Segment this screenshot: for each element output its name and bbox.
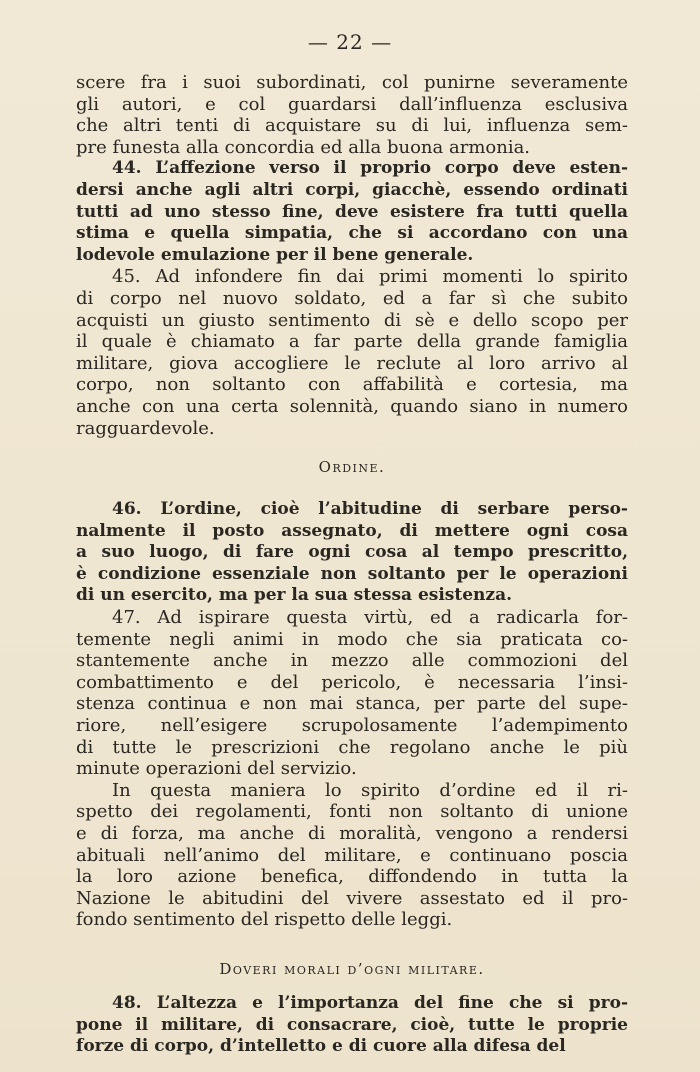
text-line: 45. Ad infondere fin dai primi momenti lo spirito	[112, 266, 628, 288]
text-line: di un esercito, ma per la sua stessa esistenza.	[76, 585, 512, 606]
text-line: scere fra i suoi subordinati, col punirne severamente	[76, 72, 628, 93]
text-line: riore, nell’esigere scrupolosamente l’adempimento	[76, 715, 628, 737]
text-line: abituali nell’animo del militare, e continuano poscia	[76, 844, 628, 866]
text-line: lodevole emulazione per il bene generale.	[76, 244, 474, 265]
paragraph	[76, 607, 628, 780]
text-line: 44. L’affezione verso il proprio corpo deve esten-	[112, 158, 628, 179]
text-line: anche con una certa solennità, quando siano in numero	[76, 395, 628, 417]
text-line: minute operazioni del servizio.	[76, 758, 357, 780]
text-line: combattimento e del pericolo, è necessaria l’insi-	[76, 671, 628, 693]
block-gap	[76, 439, 628, 457]
bold-paragraph	[76, 499, 628, 607]
block-gap	[76, 477, 628, 499]
text-line: 48. L’altezza e l’importanza del fine che si pro-	[112, 992, 628, 1013]
text-line: pre funesta alla concordia ed alla buona armonia.	[76, 136, 531, 158]
text-line: spetto dei regolamenti, fonti non soltanto di unione	[76, 801, 628, 823]
text-line: 47. Ad ispirare questa virtù, ed a radicarla for-	[112, 607, 628, 629]
text-line: e di forza, ma anche di moralità, vengono a rendersi	[76, 823, 628, 844]
block-gap	[76, 931, 628, 959]
body-text	[76, 72, 628, 1058]
paragraph	[76, 72, 628, 158]
section-heading: Ordine.	[318, 458, 386, 477]
text-line: forze di corpo, d’intelletto e di cuore alla difesa del	[76, 1036, 566, 1057]
bold-paragraph	[76, 993, 628, 1058]
text-line: dersi anche agli altri corpi, giacchè, essendo ordinati	[76, 179, 628, 200]
text-line: acquisti un giusto sentimento di sè e dello scopo per	[76, 309, 628, 331]
paragraph	[76, 780, 628, 931]
text-line: temente negli animi in modo che sia praticata co-	[76, 628, 628, 650]
text-line: In questa maniera lo spirito d’ordine ed il ri-	[112, 779, 628, 801]
text-line: ragguardevole.	[76, 417, 215, 439]
text-line: militare, giova accogliere le reclute al loro arrivo al	[76, 352, 628, 374]
text-line: che altri tenti di acquistare su di lui, influenza sem-	[76, 115, 628, 137]
text-line: pone il militare, di consacrare, cioè, tutte le proprie	[76, 1014, 628, 1035]
text-line: la loro azione benefica, diffondendo in tutta la	[76, 866, 628, 888]
text-line: gli autori, e col guardarsi dall’influenza esclusiva	[76, 93, 628, 115]
text-line: tutti ad uno stesso fine, deve esistere fra tutti quella	[76, 201, 628, 222]
text-line: 46. L’ordine, cioè l’abitudine di serbare perso-	[112, 499, 628, 520]
text-line: nalmente il posto assegnato, di mettere ogni cosa	[76, 520, 628, 541]
text-line: il quale è chiamato a far parte della grande famiglia	[76, 331, 628, 353]
text-line: fondo sentimento del rispetto delle leggi.	[76, 909, 453, 931]
text-line: è condizione essenziale non soltanto per le operazioni	[76, 563, 628, 584]
text-line: di tutte le prescrizioni che regolano anche le più	[76, 736, 628, 758]
text-line: stenza continua e non mai stanca, per parte del supe-	[76, 693, 628, 715]
bold-paragraph	[76, 158, 628, 266]
text-line: di corpo nel nuovo soldato, ed a far sì che subito	[76, 287, 628, 309]
paragraph	[76, 266, 628, 439]
block-gap	[76, 979, 628, 993]
text-line: stima e quella simpatia, che si accordano con una	[76, 223, 628, 244]
text-line: a suo luogo, di fare ogni cosa al tempo prescritto,	[76, 542, 628, 563]
text-line: Nazione le abitudini del vivere assestato ed il pro-	[76, 887, 628, 909]
page-number: — 22 —	[307, 30, 393, 54]
section-heading: Doveri morali d’ogni militare.	[219, 959, 485, 978]
text-line: stantemente anche in mezzo alle commozioni del	[76, 650, 628, 672]
text-line: corpo, non soltanto con affabilità e cortesia, ma	[76, 374, 628, 396]
